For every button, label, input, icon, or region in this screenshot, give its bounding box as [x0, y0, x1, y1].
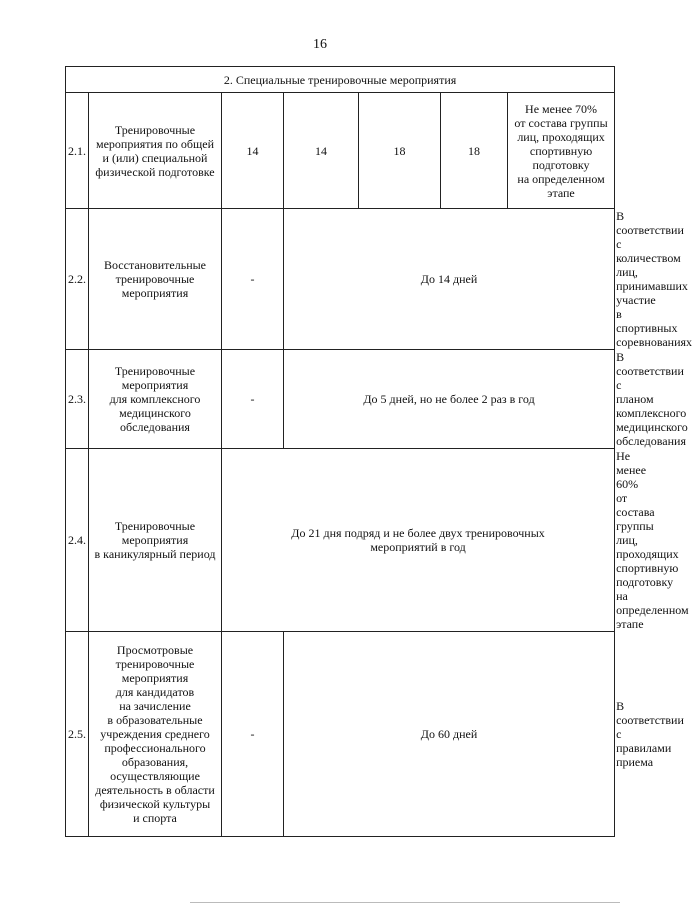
event-name: Тренировочные мероприятия для комплексного медицинского обследования [109, 364, 201, 434]
table-row [66, 93, 615, 209]
value-cell: - [222, 209, 284, 350]
value-cell: - [222, 350, 284, 449]
row-number: 2.5. [66, 632, 89, 837]
merged-value-cell [222, 449, 615, 632]
value-cell: 14 [222, 93, 284, 209]
note-cell [508, 93, 615, 209]
page-number: 16 [313, 37, 327, 52]
section-header-row [66, 67, 615, 93]
training-events-table [65, 66, 692, 837]
note-text: Не менее 70% от состава группы лиц, проходящих спортивную подготовку на определенном этапе [514, 101, 608, 200]
event-name-cell [89, 632, 222, 837]
merged-value-cell: До 60 дней [284, 632, 615, 837]
table-row: 2.2. Восстановительные тренировочные мероприятия - До 14 дней В соответствии с количеством лиц, принимавших участие в спортивных соревнованиях [66, 209, 615, 350]
value-cell: - [222, 632, 284, 837]
row-number: 2.2. [66, 209, 89, 350]
period-text: До 21 дня подряд и не более двух тренировочных мероприятий в год [291, 526, 545, 554]
value-cell: 14 [284, 93, 359, 209]
value-cell: 18 [441, 93, 508, 209]
value-cell: 18 [359, 93, 441, 209]
table-row: 2.4. Тренировочные мероприятия в каникулярный период До 21 дня подряд и не более двух тренировочных мероприятий в год Не менее 60% от состава группы лиц, проходящих спортивную подготовку на определенном этапе [66, 449, 615, 632]
merged-value-cell: До 14 дней [284, 209, 615, 350]
event-name-cell [89, 93, 222, 209]
event-name-cell [89, 449, 222, 632]
row-number: 2.1. [66, 93, 89, 209]
event-name: Просмотровые тренировочные мероприятия для кандидатов на зачисление в образовательные учреждения среднего профессионального образования, осуществляющие деятельность в области физической культуры и спорта [95, 643, 215, 825]
row-number: 2.3. [66, 350, 89, 449]
row-number: 2.4. [66, 449, 89, 632]
page-bottom-rule [190, 902, 620, 903]
event-name: Восстановительные тренировочные мероприятия [103, 258, 207, 300]
table-row: 2.5. Просмотровые тренировочные мероприятия для кандидатов на зачисление в образовательные учреждения среднего профессионального образования, осуществляющие деятельность в области физической культуры и спорта - До 60 дней В соответствии с правилами приема [66, 632, 615, 837]
table-row: 2.3. Тренировочные мероприятия для комплексного медицинского обследования - До 5 дней, но не более 2 раз в год В соответствии с планом комплексного медицинского обследования [66, 350, 615, 449]
event-name: Тренировочные мероприятия в каникулярный период [94, 519, 216, 561]
event-name-cell [89, 209, 222, 350]
merged-value-cell: До 5 дней, но не более 2 раз в год [284, 350, 615, 449]
event-name: Тренировочные мероприятия по общей и (или) специальной физической подготовке [95, 122, 215, 179]
event-name-cell [89, 350, 222, 449]
section-title: 2. Специальные тренировочные мероприятия [66, 67, 615, 93]
